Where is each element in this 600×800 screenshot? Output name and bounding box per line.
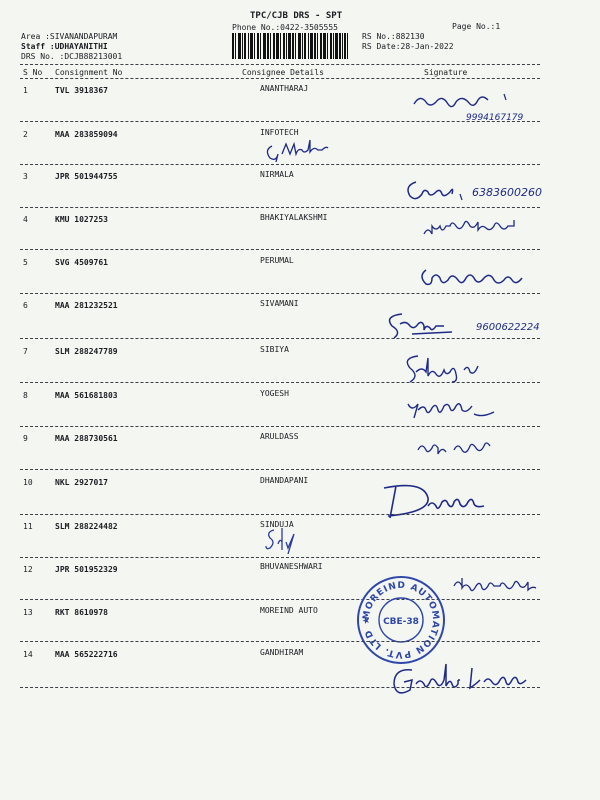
signature-row-4: [420, 218, 560, 242]
row-consignment: MAA 561681803: [55, 391, 118, 400]
row-consignee: MOREIND AUTO: [260, 606, 318, 615]
row-divider: [20, 641, 540, 642]
row-consignment: MAA 288730561: [55, 434, 118, 443]
row-divider: [20, 557, 540, 558]
row-consignee: INFOTECH: [260, 128, 299, 137]
row-divider: [20, 469, 540, 470]
barcode: [232, 33, 348, 59]
row-consignment: MAA 565222716: [55, 650, 118, 659]
col-consignee: Consignee Details: [242, 68, 324, 77]
row-sno: 12: [23, 565, 33, 574]
row-consignment: NKL 2927017: [55, 478, 108, 487]
row-consignee: DHANDAPANI: [260, 476, 309, 485]
row-consignment: SLM 288247789: [55, 347, 118, 356]
row-consignee: BHAKIYALAKSHMI: [260, 213, 328, 222]
row-sno: 1: [23, 86, 28, 95]
row-sno: 14: [23, 650, 33, 659]
sheet-title: TPC/CJB DRS - SPT: [250, 11, 343, 21]
row-divider: [20, 164, 540, 165]
rs-date: RS Date:28-Jan-2022: [362, 42, 454, 51]
row-sno: 2: [23, 130, 28, 139]
signature-row-14: [388, 660, 548, 700]
rs-number: RS No.:882130: [362, 32, 425, 41]
row-consignment: TVL 3918367: [55, 86, 108, 95]
signature-row-11: [262, 524, 302, 556]
signature-row-5: [416, 262, 556, 292]
row-consignee: YOGESH: [260, 389, 289, 398]
row-consignment: SLM 288224482: [55, 522, 118, 531]
row-sno: 13: [23, 608, 33, 617]
header-divider-top: [20, 64, 540, 65]
header-divider-bottom: [20, 78, 540, 79]
row-consignee: ANANTHARAJ: [260, 84, 309, 93]
row-consignee: GANDHIRAM: [260, 648, 304, 657]
row-sno: 4: [23, 215, 28, 224]
row-sno: 5: [23, 258, 28, 267]
row-consignee: ARULDASS: [260, 432, 299, 441]
company-stamp: [356, 575, 446, 665]
row-consignee: SIBIYA: [260, 345, 289, 354]
row-divider: [20, 426, 540, 427]
signature-row-9: [414, 436, 504, 458]
row-consignment: KMU 1027253: [55, 215, 108, 224]
col-sno: S No: [23, 68, 43, 77]
row-sno: 11: [23, 522, 33, 531]
signature-row-7: [398, 350, 530, 384]
signature-row-2: [262, 136, 338, 164]
svg-text:MOREIND AUTOMATION PVT. LTD ★: MOREIND AUTOMATION PVT. LTD ★: [361, 580, 441, 660]
row-divider: [20, 338, 540, 339]
row-sno: 7: [23, 347, 28, 356]
col-consignment: Consignment No: [55, 68, 123, 77]
phone-number: Phone No.:0422-3505555: [232, 23, 338, 32]
row-consignment: JPR 501952329: [55, 565, 118, 574]
row-sno: 9: [23, 434, 28, 443]
page-number: Page No.:1: [452, 22, 501, 31]
row-consignment: JPR 501944755: [55, 172, 118, 181]
stamp-center: CBE-38: [383, 617, 419, 627]
signature-row-12: [450, 572, 554, 594]
svg-text:9600622224: 9600622224: [476, 322, 540, 333]
row-sno: 3: [23, 172, 28, 181]
row-sno: 8: [23, 391, 28, 400]
signature-row-8: [404, 396, 508, 422]
col-signature: Signature: [424, 68, 468, 77]
row-divider: [20, 121, 540, 122]
row-consignee: BHUVANESHWARI: [260, 562, 323, 571]
row-divider: [20, 599, 540, 600]
row-consignment: MAA 283859094: [55, 130, 118, 139]
row-divider: [20, 207, 540, 208]
row-divider: [20, 293, 540, 294]
row-consignee: SINDUJA: [260, 520, 294, 529]
row-sno: 6: [23, 301, 28, 310]
row-consignee: SIVAMANI: [260, 299, 299, 308]
row-consignee: NIRMALA: [260, 170, 294, 179]
area-label: Area :SIVANANDAPURAM: [21, 32, 118, 41]
signature-row-3: [402, 174, 562, 204]
row-consignment: RKT 8610978: [55, 608, 108, 617]
row-divider: [20, 687, 540, 688]
signature-row-6: [378, 306, 573, 340]
row-consignee: PERUMAL: [260, 256, 294, 265]
row-divider: [20, 514, 540, 515]
row-divider: [20, 382, 540, 383]
row-sno: 10: [23, 478, 33, 487]
svg-text:9994167179: 9994167179: [466, 113, 524, 123]
signature-row-1: [408, 88, 558, 124]
row-divider: [20, 249, 540, 250]
drs-number: DRS No. :DCJB88213001: [21, 52, 123, 61]
row-consignment: SVG 4509761: [55, 258, 108, 267]
svg-text:6383600260: 6383600260: [472, 186, 542, 199]
staff-label: Staff :UDHAYANITHI: [21, 42, 108, 51]
row-consignment: MAA 281232521: [55, 301, 118, 310]
